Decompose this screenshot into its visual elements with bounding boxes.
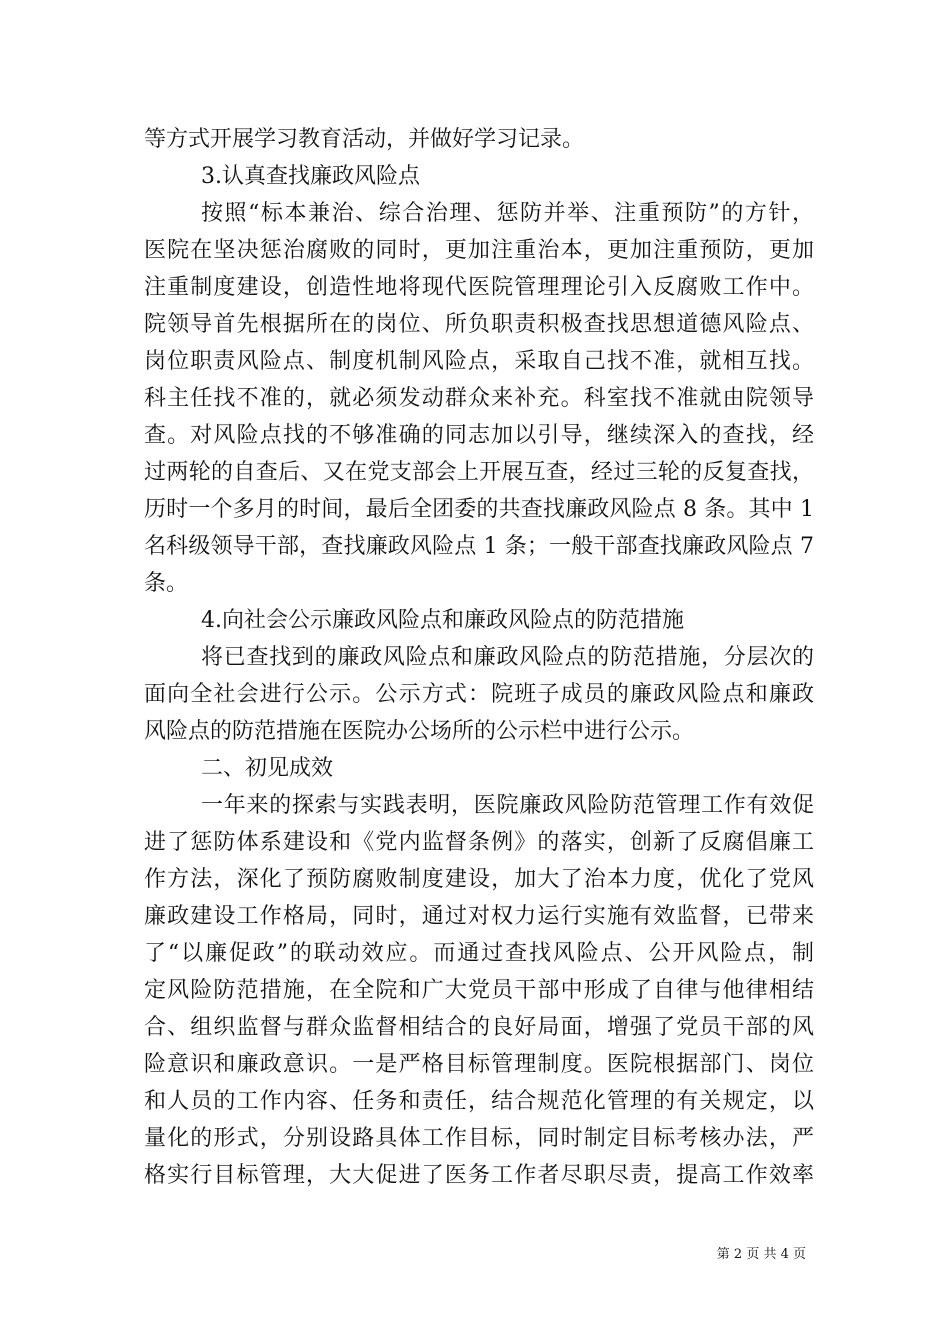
paragraph-line: 历时一个多月的时间，最后全团委的共查找廉政风险点 8 条。其中 1 (144, 497, 814, 522)
paragraph-line: 医院在坚决惩治腐败的同时，更加注重治本，更加注重预防，更加 (144, 238, 814, 263)
paragraph-line: 将已查找到的廉政风险点和廉政风险点的防范措施，分层次的 (201, 645, 814, 670)
paragraph-line: 注重制度建设，创造性地将现代医院管理理论引入反腐败工作中。 (144, 275, 814, 300)
paragraph-line: 作方法，深化了预防腐败制度建设，加大了治本力度，优化了党风 (144, 867, 814, 892)
document-body (144, 121, 814, 1194)
paragraph-line: 和人员的工作内容、任务和责任，结合规范化管理的有关规定，以 (144, 1089, 814, 1114)
paragraph-line: 风险点的防范措施在医院办公场所的公示栏中进行公示。 (144, 719, 695, 744)
paragraph-line: 量化的形式，分别设路具体工作目标，同时制定目标考核办法，严 (144, 1126, 814, 1151)
paragraph-line: 进了惩防体系建设和《党内监督条例》的落实，创新了反腐倡廉工 (144, 830, 814, 855)
paragraph-line: 二、初见成效 (201, 756, 334, 781)
paragraph-line: 按照“标本兼治、综合治理、惩防并举、注重预防”的方针， (201, 201, 814, 226)
paragraph-line: 3.认真查找廉政风险点 (201, 164, 420, 189)
paragraph-line: 等方式开展学习教育活动，并做好学习记录。 (144, 127, 585, 152)
paragraph-line: 险意识和廉政意识。一是严格目标管理制度。医院根据部门、岗位 (144, 1052, 814, 1077)
paragraph-line: 4.向社会公示廉政风险点和廉政风险点的防范措施 (201, 608, 684, 633)
paragraph-line: 查。对风险点找的不够准确的同志加以引导，继续深入的查找，经 (144, 423, 814, 448)
paragraph-line: 合、组织监督与群众监督相结合的良好局面，增强了党员干部的风 (144, 1015, 814, 1040)
paragraph-line: 了“以廉促政”的联动效应。而通过查找风险点、公开风险点，制 (144, 941, 814, 966)
paragraph-line: 过两轮的自查后、又在党支部会上开展互查，经过三轮的反复查找， (144, 460, 814, 485)
paragraph-line: 条。 (144, 571, 189, 596)
paragraph-line: 廉政建设工作格局，同时，通过对权力运行实施有效监督，已带来 (144, 904, 814, 929)
paragraph-line: 科主任找不准的，就必须发动群众来补充。科室找不准就由院领导 (144, 386, 814, 411)
paragraph-line: 院领导首先根据所在的岗位、所负职责积极查找思想道德风险点、 (144, 312, 814, 337)
paragraph-line: 格实行目标管理，大大促进了医务工作者尽职尽责，提高工作效率 (144, 1163, 814, 1188)
paragraph-line: 面向全社会进行公示。公示方式：院班子成员的廉政风险点和廉政 (144, 682, 814, 707)
paragraph-line: 岗位职责风险点、制度机制风险点，采取自己找不准，就相互找。 (144, 349, 814, 374)
paragraph-line: 定风险防范措施，在全院和广大党员干部中形成了自律与他律相结 (144, 978, 814, 1003)
paragraph-line: 名科级领导干部，查找廉政风险点 1 条；一般干部查找廉政风险点 7 (144, 534, 814, 559)
paragraph-line: 一年来的探索与实践表明，医院廉政风险防范管理工作有效促 (201, 793, 814, 818)
page-number: 第 2 页 共 4 页 (716, 1247, 806, 1262)
